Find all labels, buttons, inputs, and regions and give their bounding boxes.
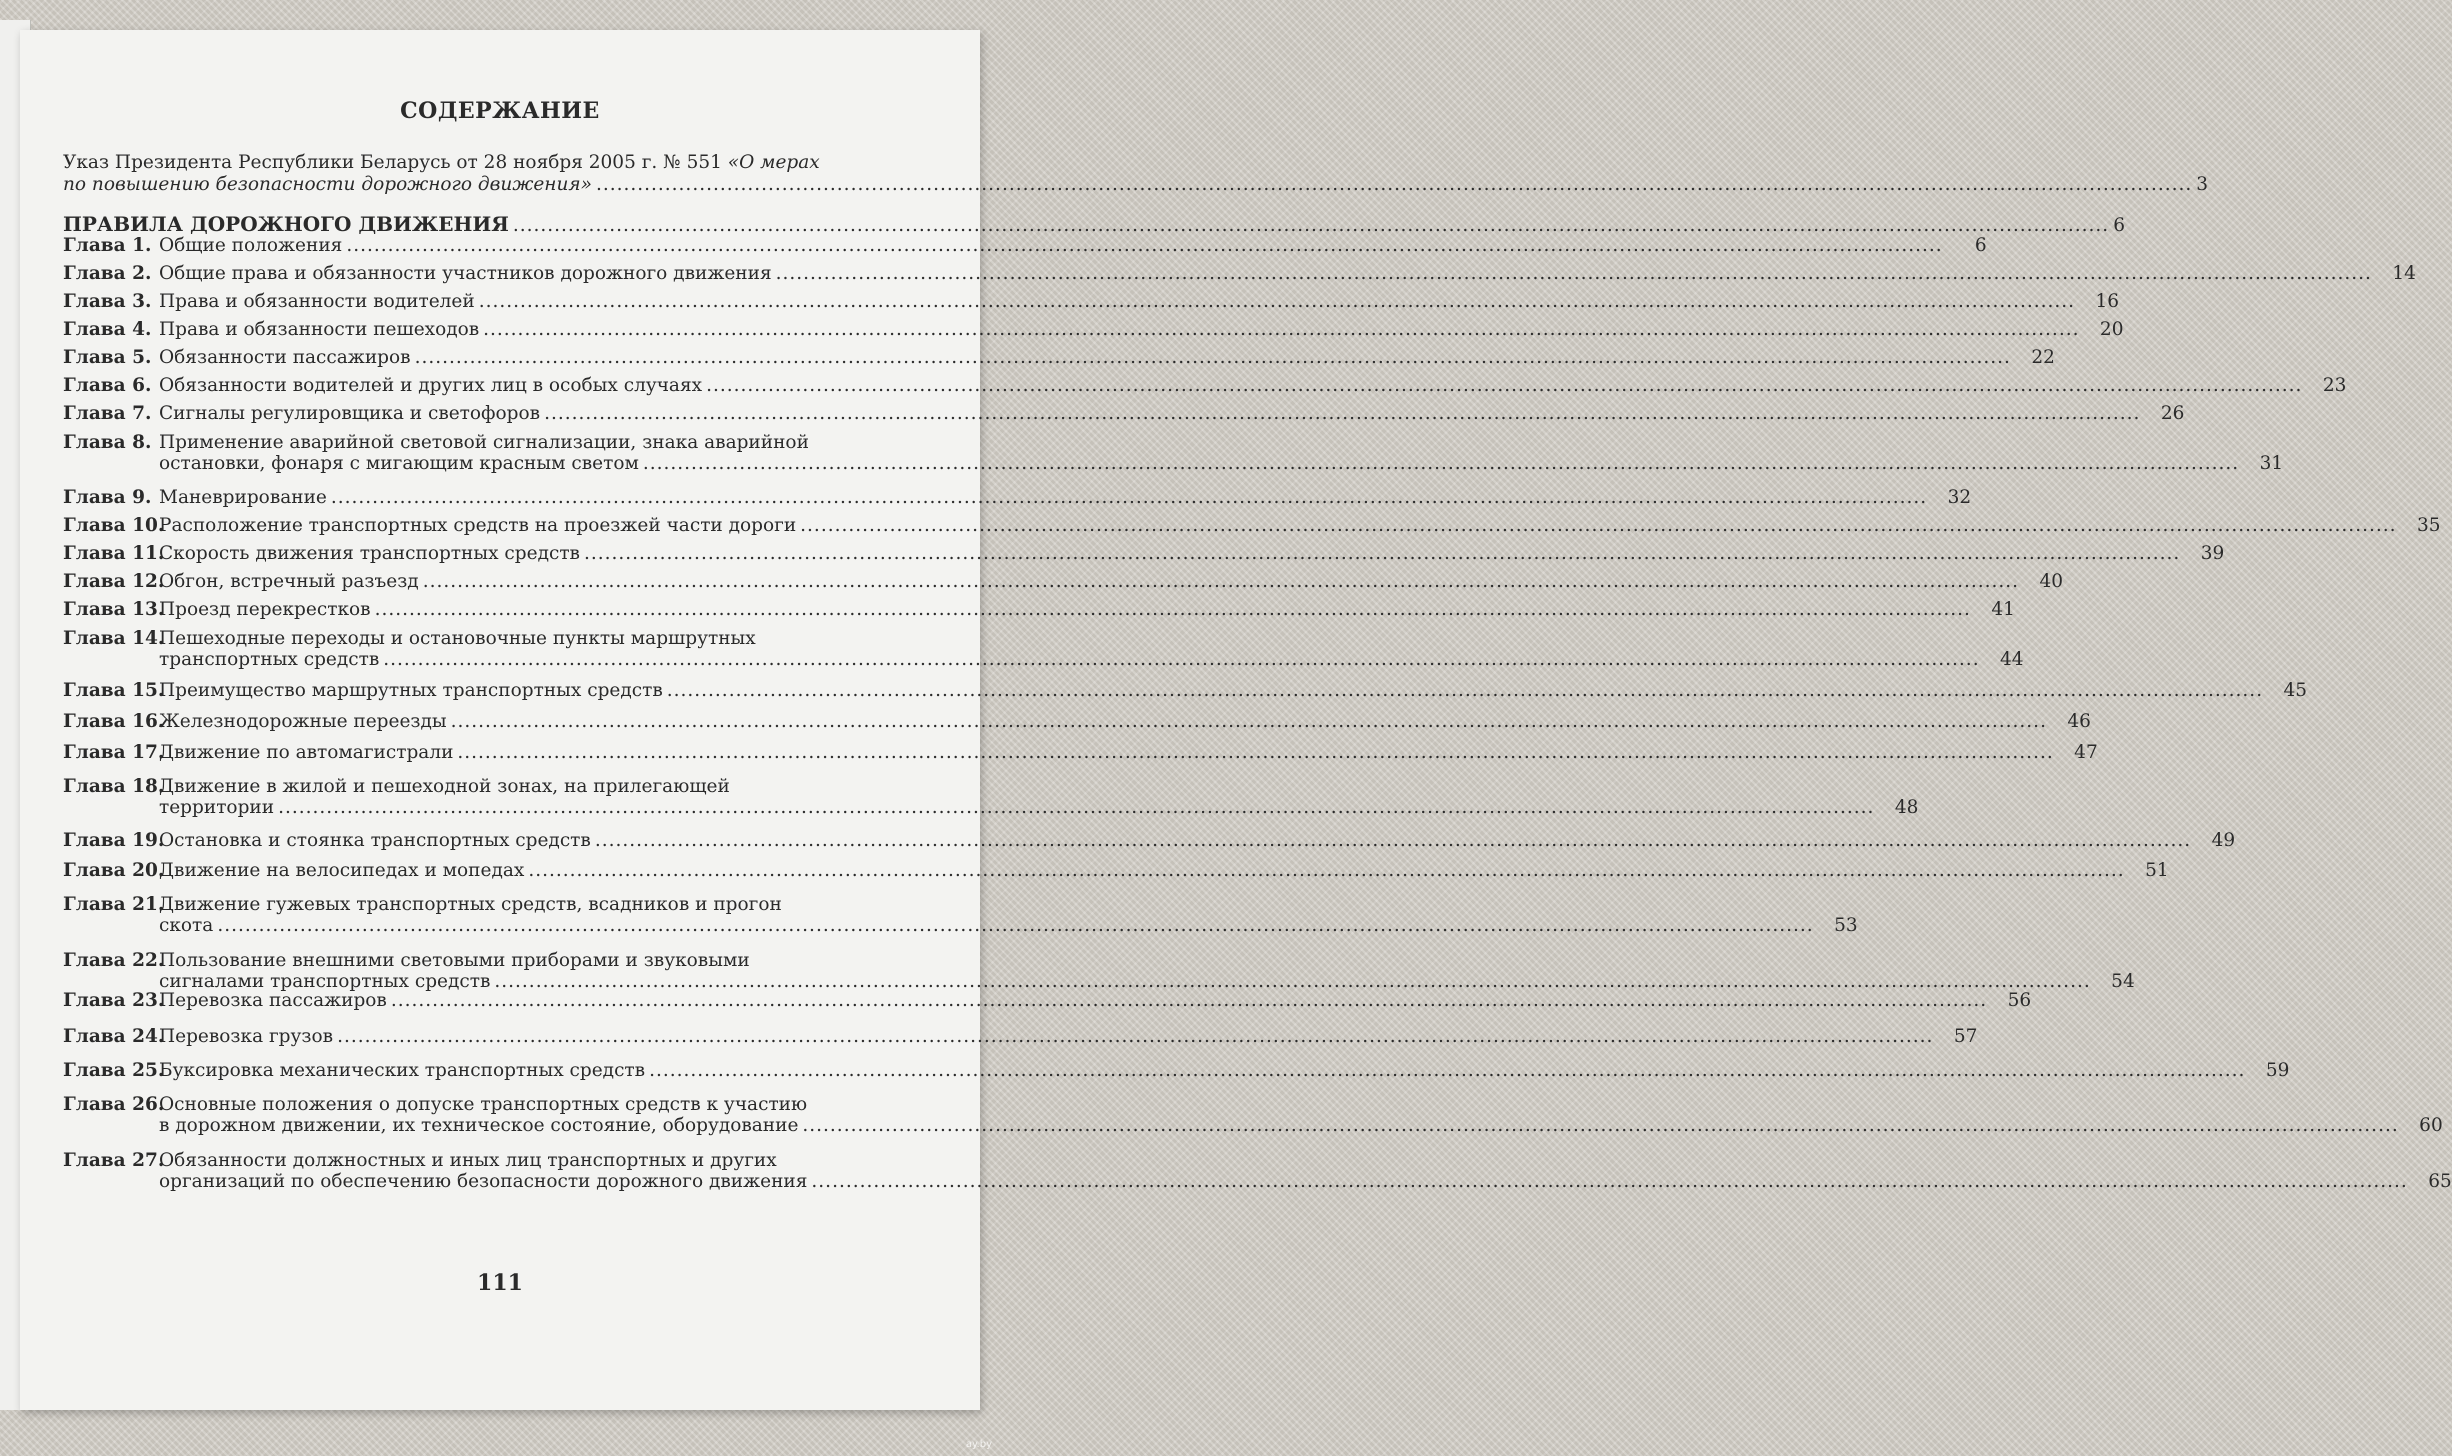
- leader-dots: [451, 711, 2047, 732]
- chapter-title-text: Движение гужевых транспортных средств, всадников и прогон: [159, 894, 782, 915]
- chapter-title-last-line: [159, 403, 2184, 424]
- leader-dots: [596, 174, 2192, 196]
- chapter-title-text: транспортных средств: [159, 649, 380, 670]
- chapter-title-lines: [159, 571, 2063, 592]
- chapter-label: Глава 1.: [63, 235, 152, 256]
- chapter-title-lines: [159, 319, 2123, 340]
- chapter-page: 47: [2074, 742, 2098, 763]
- chapter-label: Глава 8.: [63, 432, 152, 453]
- chapter-entry: [63, 1026, 1978, 1047]
- leader-dots: [802, 1115, 2398, 1136]
- chapter-title-text: Маневрирование: [159, 487, 327, 508]
- chapter-entry: [63, 599, 2015, 620]
- chapter-page: 6: [1974, 235, 1987, 256]
- chapter-title-text: Буксировка механических транспортных средств: [159, 1060, 646, 1081]
- chapter-entry: [63, 1094, 2443, 1136]
- chapter-label: Глава 12.: [63, 571, 165, 592]
- chapter-title-last-line: [159, 860, 2169, 881]
- leader-dots: [811, 1171, 2407, 1192]
- chapter-entry: [63, 1060, 2290, 1081]
- chapter-label: Глава 11.: [63, 543, 165, 564]
- leader-dots: [584, 543, 2180, 564]
- chapter-label: Глава 22.: [63, 950, 165, 971]
- chapter-title-lines: [159, 894, 1858, 936]
- rules-header-page: 6: [2113, 215, 2125, 236]
- chapter-title-last-line: [159, 543, 2224, 564]
- chapter-body: [159, 319, 2123, 340]
- leader-dots: [423, 571, 2019, 592]
- chapter-label: Глава 7.: [63, 403, 152, 424]
- chapter-title-last-line: [159, 742, 2098, 763]
- chapter-page: 22: [2031, 347, 2055, 368]
- chapter-title-last-line: [159, 711, 2091, 732]
- chapter-entry: [63, 403, 2185, 424]
- chapter-title-text: Права и обязанности пешеходов: [159, 319, 480, 340]
- leader-dots: [667, 680, 2263, 701]
- chapter-title-text: Движение на велосипедах и мопедах: [159, 860, 525, 881]
- chapter-body: [159, 347, 2055, 368]
- chapter-page: 51: [2145, 860, 2169, 881]
- chapter-entry: [63, 742, 2098, 763]
- chapter-title-last-line: [159, 599, 2015, 620]
- chapter-label: Глава 19.: [63, 830, 165, 851]
- chapter-body: [159, 403, 2184, 424]
- chapter-title-lines: [159, 515, 2440, 536]
- leader-dots: [375, 599, 1971, 620]
- leader-dots: [513, 215, 2109, 236]
- chapter-entry: [63, 680, 2308, 701]
- chapter-body: [159, 860, 2169, 881]
- leader-dots: [649, 1060, 2245, 1081]
- chapter-entry: [63, 1150, 2452, 1192]
- leader-dots: [595, 830, 2191, 851]
- chapter-body: [159, 543, 2224, 564]
- chapter-entry: [63, 894, 1858, 936]
- chapter-entry: [63, 487, 1972, 508]
- chapter-title-lines: [159, 950, 2135, 992]
- chapter-title-lines: [159, 375, 2346, 396]
- chapter-label: Глава 24.: [63, 1026, 165, 1047]
- chapter-page: 48: [1894, 797, 1919, 818]
- chapter-page: 54: [2111, 971, 2135, 992]
- chapter-title-text: Остановка и стоянка транспортных средств: [159, 830, 591, 851]
- chapter-title-text: Пешеходные переходы и остановочные пункты маршрутных: [159, 628, 756, 649]
- chapter-label: Глава 6.: [63, 375, 152, 396]
- chapter-title-lines: [159, 1094, 2443, 1136]
- chapter-title-lines: [159, 347, 2055, 368]
- chapter-title-last-line: [159, 347, 2055, 368]
- chapter-title-lines: [159, 830, 2235, 851]
- chapter-entry: [63, 830, 2236, 851]
- leader-dots: [346, 235, 1942, 256]
- chapter-page: 59: [2265, 1060, 2290, 1081]
- chapter-title-text: территории: [159, 797, 275, 818]
- chapter-title-lines: [159, 990, 2031, 1011]
- chapter-page: 41: [1991, 599, 2015, 620]
- chapter-title-last-line: [159, 571, 2063, 592]
- leader-dots: [494, 971, 2090, 992]
- chapter-page: 65: [2428, 1171, 2452, 1192]
- chapter-title-text: Обязанности должностных и иных лиц транспортных и других: [159, 1150, 777, 1171]
- chapter-title-text: Применение аварийной световой сигнализации, знака аварийной: [159, 432, 809, 453]
- chapter-page: 26: [2160, 403, 2185, 424]
- chapter-page: 16: [2095, 291, 2120, 312]
- leader-dots: [457, 742, 2053, 763]
- chapter-title-lines: [159, 403, 2184, 424]
- chapter-title-text: Преимущество маршрутных транспортных средств: [159, 680, 663, 701]
- chapter-body: [159, 950, 2135, 992]
- leader-dots: [483, 319, 2079, 340]
- chapter-title-last-line: [159, 263, 2416, 284]
- chapter-title-text: организаций по обеспечению безопасности дорожного движения: [159, 1171, 808, 1192]
- rules-header-text: ПРАВИЛА ДОРОЖНОГО ДВИЖЕНИЯ: [63, 212, 509, 236]
- chapter-title-text: Общие права и обязанности участников дорожного движения: [159, 263, 772, 284]
- chapter-label: Глава 15.: [63, 680, 165, 701]
- chapter-body: [159, 599, 2015, 620]
- chapter-label: Глава 26.: [63, 1094, 165, 1115]
- chapter-entry: [63, 711, 2091, 732]
- chapter-page: 46: [2067, 711, 2091, 732]
- chapter-body: [159, 711, 2091, 732]
- chapter-body: [159, 291, 2119, 312]
- chapter-body: [159, 235, 1987, 256]
- leader-dots: [776, 263, 2372, 284]
- decree-entry: [63, 152, 2209, 196]
- chapter-body: [159, 1026, 1977, 1047]
- chapter-title-text: Сигналы регулировщика и светофоров: [159, 403, 541, 424]
- chapter-body: [159, 571, 2063, 592]
- chapter-body: [159, 487, 1971, 508]
- chapter-title-lines: [159, 291, 2119, 312]
- chapter-body: [159, 432, 2283, 474]
- chapter-label: Глава 2.: [63, 263, 152, 284]
- chapter-title-text: Движение в жилой и пешеходной зонах, на прилегающей: [159, 776, 730, 797]
- chapter-label: Глава 18.: [63, 776, 165, 797]
- chapter-title-lines: [159, 432, 2283, 474]
- chapter-title-last-line: [159, 990, 2031, 1011]
- leader-dots: [391, 990, 1987, 1011]
- chapter-label: Глава 3.: [63, 291, 152, 312]
- chapter-page: 32: [1947, 487, 1972, 508]
- chapter-page: 60: [2419, 1115, 2443, 1136]
- chapter-page: 35: [2416, 515, 2441, 536]
- leader-dots: [331, 487, 1927, 508]
- chapter-title-text: Перевозка пассажиров: [159, 990, 387, 1011]
- chapter-title-lines: [159, 1026, 1977, 1047]
- chapter-label: Глава 23.: [63, 990, 165, 1011]
- chapter-title-lines: [159, 487, 1971, 508]
- chapter-entry: [63, 235, 1987, 256]
- chapter-entry: [63, 347, 2055, 368]
- chapter-title-text: Перевозка грузов: [159, 1026, 334, 1047]
- chapter-body: [159, 375, 2346, 396]
- page-number: 111: [477, 1270, 523, 1296]
- chapter-body: [159, 680, 2307, 701]
- chapter-title-text: сигналами транспортных средств: [159, 971, 491, 992]
- chapter-title-text: в дорожном движении, их техническое состояние, оборудование: [159, 1115, 799, 1136]
- chapter-entry: [63, 628, 2024, 670]
- decree-line-1: [63, 152, 853, 174]
- leader-dots: [479, 291, 2075, 312]
- chapter-title-last-line: [159, 649, 2024, 670]
- chapter-title-last-line: [159, 319, 2123, 340]
- chapter-entry: [63, 263, 2416, 284]
- chapter-label: Глава 27.: [63, 1150, 165, 1171]
- chapter-body: [159, 628, 2024, 670]
- chapter-title-text: Скорость движения транспортных средств: [159, 543, 580, 564]
- leader-dots: [217, 915, 1813, 936]
- decree-text-italic: «О мерах: [727, 152, 820, 173]
- chapter-entry: [63, 515, 2441, 536]
- chapter-title-text: Общие положения: [159, 235, 343, 256]
- chapter-title-text: скота: [159, 915, 214, 936]
- chapter-body: [159, 515, 2440, 536]
- chapter-title-last-line: [159, 487, 1971, 508]
- chapter-page: 20: [2099, 319, 2124, 340]
- chapter-title-text: Основные положения о допуске транспортных средств к участию: [159, 1094, 808, 1115]
- leader-dots: [278, 797, 1874, 818]
- chapter-page: 39: [2200, 543, 2225, 564]
- chapter-label: Глава 21.: [63, 894, 165, 915]
- chapter-title-last-line: [159, 1060, 2289, 1081]
- chapter-body: [159, 830, 2235, 851]
- chapter-title-text: Права и обязанности водителей: [159, 291, 475, 312]
- chapter-title-lines: [159, 628, 2024, 670]
- chapter-body: [159, 990, 2031, 1011]
- decree-text-plain: Указ Президента Республики Беларусь от 28 ноября 2005 г. № 551: [63, 152, 728, 173]
- chapter-title-last-line: [159, 291, 2119, 312]
- chapter-title-last-line: [159, 680, 2307, 701]
- chapter-label: Глава 16.: [63, 711, 165, 732]
- leader-dots: [800, 515, 2396, 536]
- chapter-page: 14: [2392, 263, 2416, 284]
- chapter-title-last-line: [159, 1171, 2452, 1192]
- watermark-text: ay.by: [965, 1439, 992, 1450]
- chapter-entry: [63, 543, 2225, 564]
- chapter-title-text: Проезд перекрестков: [159, 599, 371, 620]
- decree-text-line-2: по повышению безопасности дорожного движения»: [63, 174, 592, 195]
- chapter-entry: [63, 291, 2120, 312]
- chapter-body: [159, 894, 1858, 936]
- chapter-entry: [63, 432, 2284, 474]
- chapter-entry: [63, 860, 2169, 881]
- chapter-title-text: Обязанности пассажиров: [159, 347, 411, 368]
- chapter-body: [159, 776, 1918, 818]
- chapter-page: 44: [2000, 649, 2024, 670]
- decree-line-2: [63, 174, 2209, 196]
- chapter-label: Глава 20.: [63, 860, 165, 881]
- leader-dots: [544, 403, 2140, 424]
- chapter-title-last-line: [159, 971, 2135, 992]
- chapter-label: Глава 25.: [63, 1060, 165, 1081]
- chapter-entry: [63, 950, 2135, 992]
- chapter-page: 40: [2039, 571, 2063, 592]
- chapter-body: [159, 263, 2416, 284]
- chapter-page: 31: [2259, 453, 2284, 474]
- chapter-title-lines: [159, 599, 2015, 620]
- chapter-title-lines: [159, 742, 2098, 763]
- chapter-title-text: Пользование внешними световыми приборами и звуковыми: [159, 950, 750, 971]
- chapter-title-lines: [159, 776, 1918, 818]
- chapter-title-last-line: [159, 830, 2235, 851]
- chapter-title-last-line: [159, 515, 2440, 536]
- chapter-title-lines: [159, 680, 2307, 701]
- chapter-label: Глава 17.: [63, 742, 165, 763]
- book-page: [20, 30, 2452, 1410]
- leader-dots: [415, 347, 2011, 368]
- chapter-title-text: Обгон, встречный разъезд: [159, 571, 419, 592]
- chapter-page: 45: [2283, 680, 2308, 701]
- chapter-label: Глава 5.: [63, 347, 152, 368]
- chapter-title-text: Железнодорожные переезды: [159, 711, 447, 732]
- chapter-title-lines: [159, 263, 2416, 284]
- chapter-page: 23: [2322, 375, 2347, 396]
- leader-dots: [337, 1026, 1933, 1047]
- chapter-title-text: Расположение транспортных средств на проезжей части дороги: [159, 515, 797, 536]
- chapter-label: Глава 14.: [63, 628, 165, 649]
- chapter-body: [159, 1150, 2452, 1192]
- chapter-entry: [63, 375, 2347, 396]
- chapter-page: 56: [2007, 990, 2032, 1011]
- chapter-title-lines: [159, 711, 2091, 732]
- chapter-title-lines: [159, 860, 2169, 881]
- chapter-page: 57: [1953, 1026, 1978, 1047]
- decree-page: 3: [2196, 174, 2209, 195]
- leader-dots: [643, 453, 2239, 474]
- chapter-title-last-line: [159, 375, 2346, 396]
- chapter-title-lines: [159, 1150, 2452, 1192]
- chapter-label: Глава 9.: [63, 487, 152, 508]
- rules-header-entry: [63, 212, 2125, 236]
- chapter-title-text: Движение по автомагистрали: [159, 742, 454, 763]
- chapter-title-last-line: [159, 235, 1987, 256]
- chapter-title-last-line: [159, 1026, 1977, 1047]
- chapter-body: [159, 1060, 2289, 1081]
- page-title: СОДЕРЖАНИЕ: [400, 98, 600, 124]
- chapter-title-last-line: [159, 797, 1918, 818]
- chapter-title-text: остановки, фонаря с мигающим красным светом: [159, 453, 639, 474]
- chapter-title-last-line: [159, 1115, 2443, 1136]
- chapter-title-last-line: [159, 453, 2283, 474]
- chapter-page: 49: [2211, 830, 2236, 851]
- chapter-title-lines: [159, 543, 2224, 564]
- chapter-entry: [63, 319, 2124, 340]
- chapter-label: Глава 13.: [63, 599, 165, 620]
- chapter-title-lines: [159, 1060, 2289, 1081]
- leader-dots: [706, 375, 2302, 396]
- leader-dots: [383, 649, 1979, 670]
- chapter-body: [159, 1094, 2443, 1136]
- chapter-entry: [63, 571, 2063, 592]
- chapter-title-text: Обязанности водителей и других лиц в особых случаях: [159, 375, 703, 396]
- chapter-title-last-line: [159, 915, 1858, 936]
- chapter-page: 53: [1834, 915, 1858, 936]
- chapter-entry: [63, 990, 2032, 1011]
- chapter-title-lines: [159, 235, 1987, 256]
- chapter-label: Глава 4.: [63, 319, 152, 340]
- chapter-body: [159, 742, 2098, 763]
- chapter-label: Глава 10.: [63, 515, 165, 536]
- leader-dots: [528, 860, 2124, 881]
- chapter-entry: [63, 776, 1919, 818]
